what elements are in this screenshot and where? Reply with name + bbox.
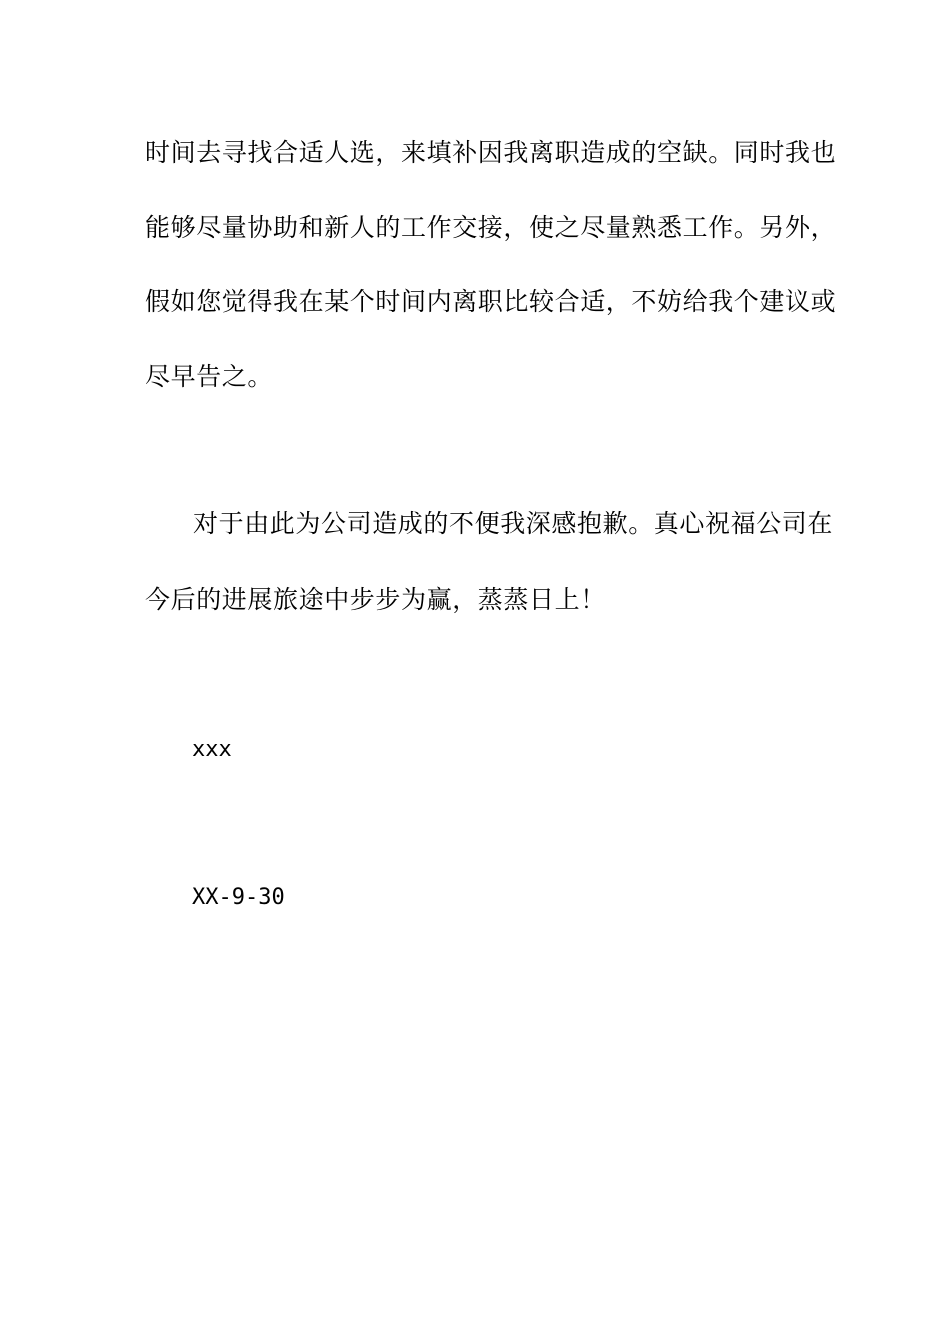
- signature-name: xxx: [192, 737, 232, 762]
- signature-date: XX-9-30: [192, 885, 285, 910]
- text-line: 假如您觉得我在某个时间内离职比较合适，不妨给我个建议或: [145, 287, 837, 316]
- text-line: 今后的进展旅途中步步为赢，蒸蒸日上！: [145, 585, 606, 614]
- text-line: 能够尽量协助和新人的工作交接，使之尽量熟悉工作。另外，: [145, 213, 837, 242]
- text-line: 尽早告之。: [145, 362, 274, 391]
- text-line: 时间去寻找合适人选，来填补因我离职造成的空缺。同时我也: [145, 138, 837, 167]
- text-line: 对于由此为公司造成的不便我深感抱歉。真心祝福公司在: [193, 509, 834, 538]
